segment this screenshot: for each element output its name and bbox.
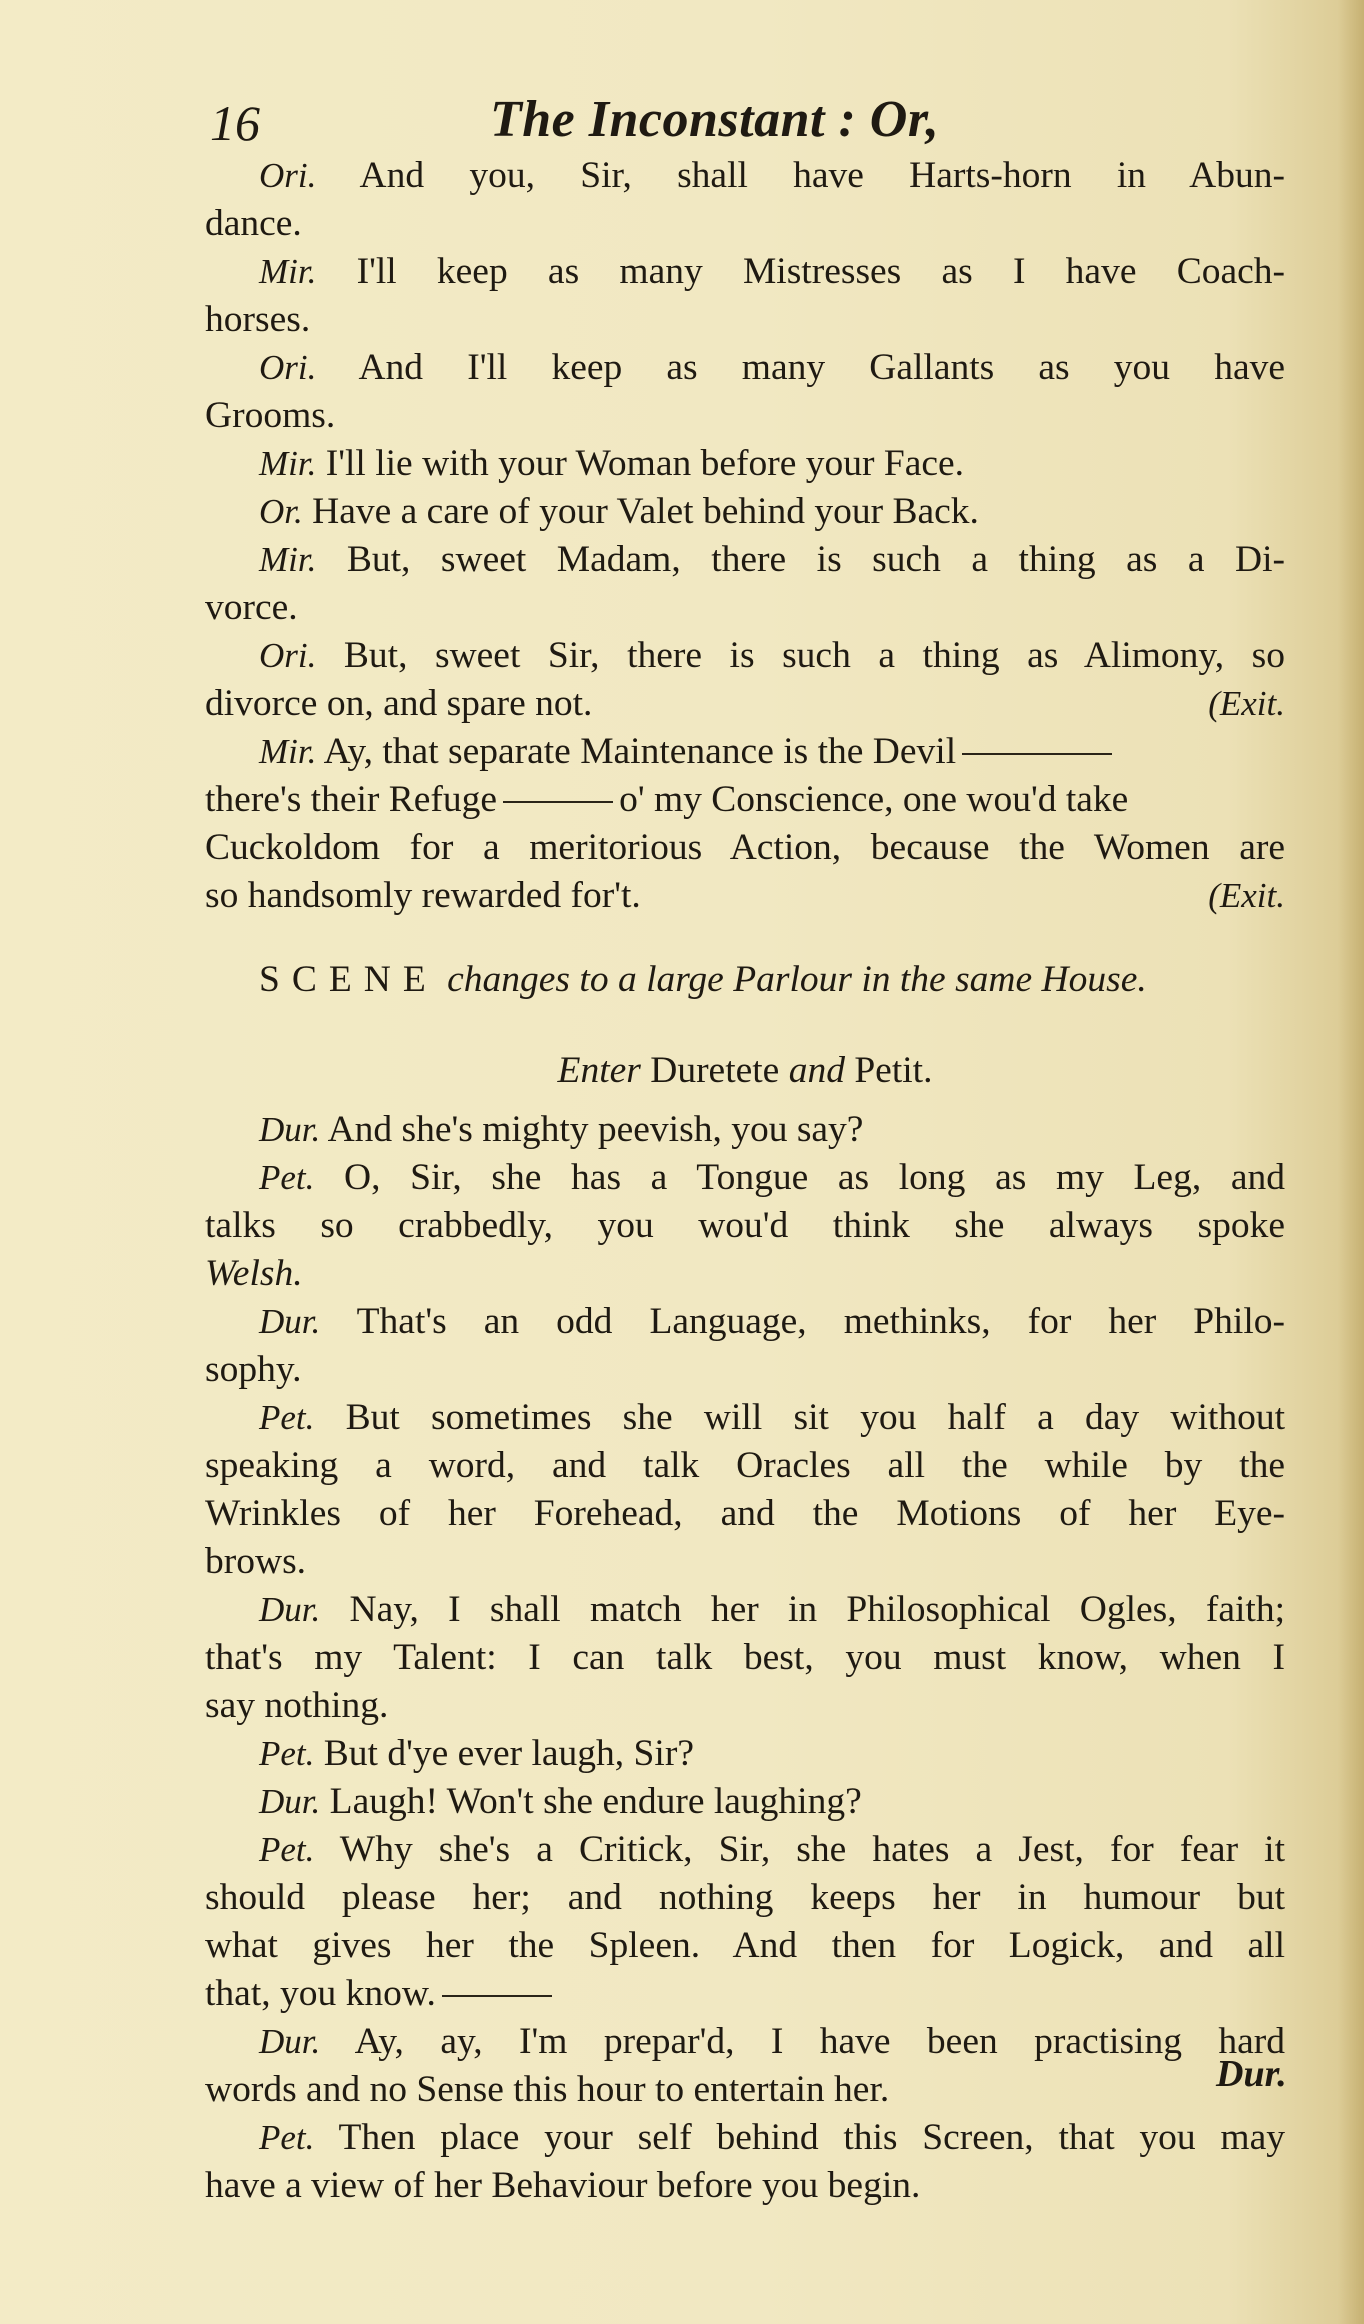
text-line <box>205 872 1285 920</box>
text-line <box>205 440 1285 488</box>
line-text: But, sweet Sir, there is such a thing as Alimony, so <box>316 635 1285 676</box>
line-text: vorce. <box>205 587 298 628</box>
text-line <box>205 1922 1285 1970</box>
text-line <box>205 2114 1285 2162</box>
catchword: Dur. <box>1216 2053 1287 2095</box>
enter-word: Enter <box>557 1050 641 1091</box>
text-line <box>205 1106 1285 1154</box>
text-line <box>205 1730 1285 1778</box>
text-line <box>205 1490 1285 1538</box>
text-line <box>205 1682 1285 1730</box>
line-text: dance. <box>205 203 302 244</box>
line-text: Then place your self behind this Screen, that you may <box>314 2117 1285 2158</box>
speaker: Ori. <box>259 636 317 675</box>
line-text: And you, Sir, shall have Harts-horn in Abun- <box>316 155 1285 196</box>
line-text: speaking a word, and talk Oracles all the while by the <box>205 1445 1285 1486</box>
text-line <box>205 2162 1285 2210</box>
em-dash-rule <box>962 753 1112 755</box>
line-text: But sometimes she will sit you half a day without <box>314 1397 1285 1438</box>
text-line <box>205 728 1285 776</box>
text-line <box>205 200 1285 248</box>
line-text: O, Sir, she has a Tongue as long as my Leg, and <box>314 1157 1285 1198</box>
line-text: say nothing. <box>205 1685 389 1726</box>
speaker: Pet. <box>259 1398 315 1437</box>
line-text: But d'ye ever laugh, Sir? <box>314 1733 694 1774</box>
line-text: Ay, that separate Maintenance is the Devil <box>316 731 957 772</box>
line-text: Nay, I shall match her in Philosophical Ogles, faith; <box>320 1589 1285 1630</box>
speaker: Pet. <box>259 2118 315 2157</box>
text-line <box>205 1874 1285 1922</box>
line-text: I'll lie with your Woman before your Face. <box>316 443 965 484</box>
speaker: Dur. <box>259 2022 321 2061</box>
scene-description: changes to a large Parlour in the same House. <box>437 959 1147 1000</box>
text-line <box>205 1298 1285 1346</box>
speaker: Or. <box>259 492 303 531</box>
running-head <box>200 88 1280 158</box>
line-text: And I'll keep as many Gallants as you have <box>316 347 1285 388</box>
scene-heading <box>205 920 1285 1016</box>
text-line <box>205 2066 1285 2114</box>
speaker: Mir. <box>259 444 317 483</box>
scene-word: SCENE <box>259 959 438 1000</box>
line-text: that, you know. <box>205 1973 436 2014</box>
line-text: there's their Refuge <box>205 779 498 820</box>
conjunction: and <box>788 1050 845 1091</box>
text-line <box>205 680 1285 728</box>
line-text: have a view of her Behaviour before you begin. <box>205 2165 921 2206</box>
line-text: Welsh. <box>205 1253 303 1294</box>
line-text: I'll keep as many Mistresses as I have Coach- <box>316 251 1285 292</box>
text-line <box>205 1970 1285 2018</box>
character-name: Petit. <box>844 1050 933 1091</box>
line-text: sophy. <box>205 1349 302 1390</box>
text-line <box>205 1154 1285 1202</box>
text-line <box>205 1778 1285 1826</box>
character-name: Duretete <box>640 1050 789 1091</box>
speaker: Ori. <box>259 348 317 387</box>
speaker: Dur. <box>259 1782 321 1821</box>
exit-direction: (Exit. <box>1208 876 1285 915</box>
speaker: Dur. <box>259 1590 321 1629</box>
page-number: 16 <box>210 95 260 151</box>
text-line <box>205 1538 1285 1586</box>
text-line <box>205 536 1285 584</box>
line-text: what gives her the Spleen. And then for Logick, and all <box>205 1925 1285 1966</box>
speaker: Dur. <box>259 1110 321 1149</box>
line-text: horses. <box>205 299 311 340</box>
speaker: Dur. <box>259 1302 321 1341</box>
text-line <box>205 632 1285 680</box>
line-text: Cuckoldom for a meritorious Action, because the Women are <box>205 827 1285 868</box>
speaker: Pet. <box>259 1830 315 1869</box>
line-text: talks so crabbedly, you wou'd think she always spoke <box>205 1205 1285 1246</box>
line-text: Laugh! Won't she endure laughing? <box>320 1781 862 1822</box>
text-line <box>205 1826 1285 1874</box>
running-title: The Inconstant : Or, <box>490 91 940 148</box>
text-line <box>205 152 1285 200</box>
text-line <box>205 344 1285 392</box>
text-line <box>205 2018 1285 2066</box>
line-text: so handsomly rewarded for't. <box>205 875 641 916</box>
text-line <box>205 1634 1285 1682</box>
text-line <box>205 584 1285 632</box>
text-line <box>205 1394 1285 1442</box>
text-line <box>205 248 1285 296</box>
text-line <box>205 392 1285 440</box>
line-text: that's my Talent: I can talk best, you must know, when I <box>205 1637 1285 1678</box>
text-line <box>205 296 1285 344</box>
speaker: Pet. <box>259 1158 315 1197</box>
text-line <box>205 1250 1285 1298</box>
text-line <box>205 776 1285 824</box>
text-line <box>205 1202 1285 1250</box>
line-text: Why she's a Critick, Sir, she hates a Jest, for fear it <box>314 1829 1285 1870</box>
line-text: brows. <box>205 1541 307 1582</box>
text-line <box>205 1586 1285 1634</box>
text-line <box>205 1442 1285 1490</box>
em-dash-rule <box>503 801 613 803</box>
line-text: Ay, ay, I'm prepar'd, I have been practising hard <box>320 2021 1285 2062</box>
speaker: Pet. <box>259 1734 315 1773</box>
text-line <box>205 1346 1285 1394</box>
line-text: That's an odd Language, methinks, for her Philo- <box>320 1301 1285 1342</box>
line-text: Wrinkles of her Forehead, and the Motions of her Eye- <box>205 1493 1285 1534</box>
speaker: Mir. <box>259 252 317 291</box>
speaker: Mir. <box>259 540 317 579</box>
line-text: Have a care of your Valet behind your Back. <box>302 491 979 532</box>
text-line <box>205 824 1285 872</box>
em-dash-rule <box>442 1995 552 1997</box>
exit-direction: (Exit. <box>1208 684 1285 723</box>
line-text: o' my Conscience, one wou'd take <box>619 779 1129 820</box>
line-text: But, sweet Madam, there is such a thing as a Di- <box>316 539 1285 580</box>
line-text: Grooms. <box>205 395 336 436</box>
stage-direction <box>205 1016 1285 1106</box>
speaker: Ori. <box>259 156 317 195</box>
play-text <box>205 152 1285 2210</box>
page-edge-shadow <box>1338 0 1364 2324</box>
line-text: should please her; and nothing keeps her in humour but <box>205 1877 1285 1918</box>
speaker: Mir. <box>259 732 317 771</box>
text-line <box>205 488 1285 536</box>
line-text: words and no Sense this hour to entertain her. <box>205 2069 890 2110</box>
line-text: And she's mighty peevish, you say? <box>320 1109 864 1150</box>
line-text: divorce on, and spare not. <box>205 683 593 724</box>
